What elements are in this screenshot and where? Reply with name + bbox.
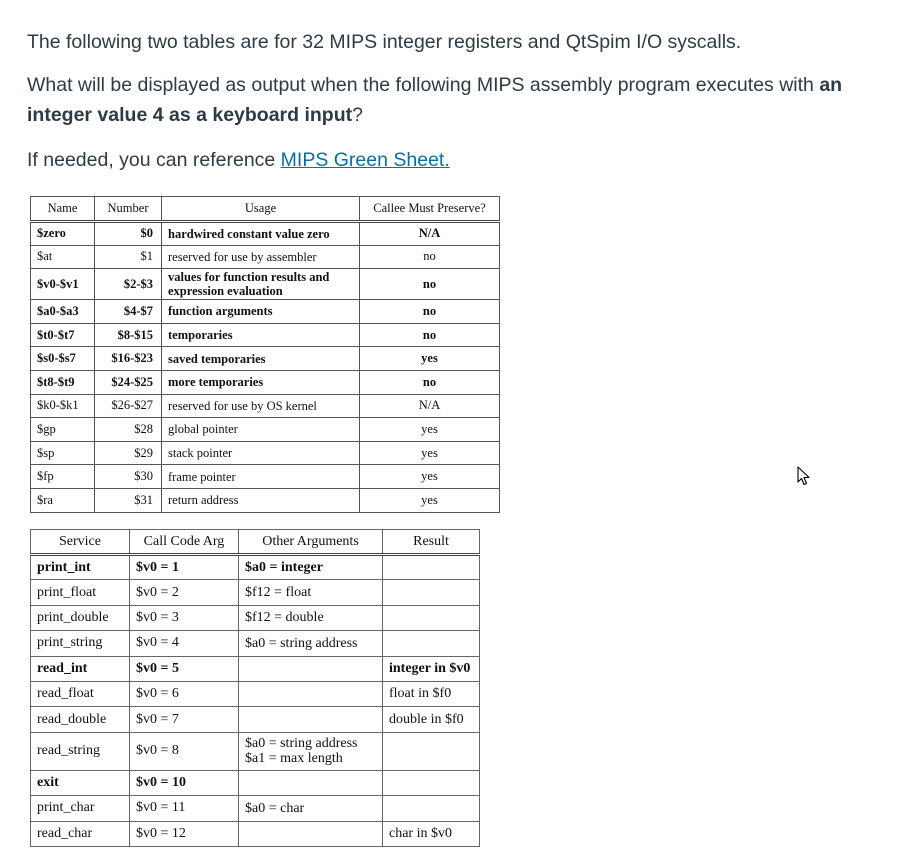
register-usage-cell: frame pointer: [162, 465, 360, 489]
register-name-cell: $at: [31, 245, 95, 269]
syscall-arg-line: $a0 = integer: [245, 560, 323, 576]
register-number-cell: $1: [95, 245, 162, 269]
register-number-cell: $30: [95, 465, 162, 489]
register-number-cell: $28: [95, 418, 162, 442]
register-name-cell: $t8-$t9: [31, 370, 95, 394]
register-row: [31, 488, 500, 512]
syscall-args-cell: [239, 732, 383, 770]
register-table-header: [31, 197, 500, 222]
register-usage-cell: reserved for use by assembler: [162, 245, 360, 269]
register-usage-cell: global pointer: [162, 418, 360, 442]
register-preserve-cell: yes: [360, 441, 500, 465]
syscall-row: [31, 707, 480, 732]
syscall-args-cell: [239, 796, 383, 821]
syscall-result-cell: [383, 770, 480, 795]
syscall-args-cell: [239, 656, 383, 681]
header-call-code: Call Code Arg: [130, 530, 239, 555]
register-number-cell: $24-$25: [95, 370, 162, 394]
syscall-code-cell: $v0 = 3: [130, 605, 239, 630]
syscall-args-cell: [239, 580, 383, 605]
syscall-service-cell: print_float: [31, 580, 130, 605]
register-preserve-cell: no: [360, 323, 500, 347]
register-number-cell: $4-$7: [95, 300, 162, 324]
syscall-service-cell: read_float: [31, 681, 130, 706]
prompt-end-text: ?: [352, 104, 363, 126]
register-usage-cell: saved temporaries: [162, 347, 360, 371]
syscall-service-cell: read_int: [31, 656, 130, 681]
syscall-result-cell: float in $f0: [383, 681, 480, 706]
syscall-row: [31, 580, 480, 605]
register-name-cell: $a0-$a3: [31, 300, 95, 324]
register-row: [31, 222, 500, 246]
syscall-result-cell: [383, 732, 480, 770]
syscall-service-cell: print_char: [31, 796, 130, 821]
syscall-row: [31, 631, 480, 656]
syscall-row: [31, 770, 480, 795]
register-number-cell: $31: [95, 488, 162, 512]
header-other-args: Other Arguments: [239, 530, 383, 555]
syscall-code-cell: $v0 = 11: [130, 796, 239, 821]
syscall-args-cell: [239, 555, 383, 580]
register-usage-cell: temporaries: [162, 323, 360, 347]
register-row: [31, 347, 500, 371]
register-number-cell: $2-$3: [95, 269, 162, 300]
header-result: Result: [383, 530, 480, 555]
register-name-cell: $s0-$s7: [31, 347, 95, 371]
register-row: [31, 269, 500, 300]
syscall-arg-line: $f12 = double: [245, 610, 324, 626]
syscall-code-cell: $v0 = 2: [130, 580, 239, 605]
syscall-args-cell: [239, 770, 383, 795]
register-name-cell: $v0-$v1: [31, 269, 95, 300]
mouse-pointer-icon: [797, 466, 811, 486]
syscall-code-cell: $v0 = 10: [130, 770, 239, 795]
syscall-service-cell: read_string: [31, 732, 130, 770]
syscall-arg-line: $a0 = string address: [245, 736, 358, 752]
register-name-cell: $sp: [31, 441, 95, 465]
syscall-result-cell: double in $f0: [383, 707, 480, 732]
syscall-code-cell: $v0 = 7: [130, 707, 239, 732]
register-row: [31, 394, 500, 418]
syscall-args-cell: [239, 821, 383, 846]
syscall-table-body: [31, 555, 480, 847]
syscall-service-cell: read_double: [31, 707, 130, 732]
syscall-row: [31, 796, 480, 821]
syscall-result-cell: integer in $v0: [383, 656, 480, 681]
register-row: [31, 323, 500, 347]
register-number-cell: $0: [95, 222, 162, 246]
register-preserve-cell: no: [360, 370, 500, 394]
register-usage-cell: values for function results and expression evaluation: [162, 269, 360, 300]
register-name-cell: $k0-$k1: [31, 394, 95, 418]
syscall-row: [31, 605, 480, 630]
mips-green-sheet-link[interactable]: MIPS Green Sheet.: [280, 149, 450, 171]
syscall-arg-line: $a0 = char: [245, 800, 305, 816]
syscall-row: [31, 732, 480, 770]
register-preserve-cell: no: [360, 269, 500, 300]
register-usage-cell: function arguments: [162, 300, 360, 324]
prompt-text: What will be displayed as output when the following MIPS assembly program executes with: [27, 74, 820, 96]
syscall-arg-line: $a0 = string address: [245, 635, 358, 651]
register-name-cell: $fp: [31, 465, 95, 489]
register-number-cell: $26-$27: [95, 394, 162, 418]
register-usage-cell: stack pointer: [162, 441, 360, 465]
register-name-cell: $ra: [31, 488, 95, 512]
syscall-result-cell: [383, 555, 480, 580]
syscall-code-cell: $v0 = 8: [130, 732, 239, 770]
syscall-code-cell: $v0 = 12: [130, 821, 239, 846]
register-number-cell: $16-$23: [95, 347, 162, 371]
syscall-service-cell: exit: [31, 770, 130, 795]
syscall-result-cell: [383, 796, 480, 821]
syscall-table-header: [31, 530, 480, 555]
syscall-result-cell: [383, 631, 480, 656]
intro-paragraph: [27, 27, 877, 57]
register-row: [31, 441, 500, 465]
syscall-args-cell: [239, 707, 383, 732]
register-preserve-cell: N/A: [360, 222, 500, 246]
register-row: [31, 418, 500, 442]
register-name-cell: $t0-$t7: [31, 323, 95, 347]
register-name-cell: $gp: [31, 418, 95, 442]
register-table: [30, 196, 500, 513]
register-preserve-cell: yes: [360, 488, 500, 512]
register-table-body: [31, 222, 500, 513]
register-row: [31, 370, 500, 394]
question-prompt: [27, 70, 877, 130]
register-preserve-cell: no: [360, 300, 500, 324]
syscall-result-cell: char in $v0: [383, 821, 480, 846]
header-usage: Usage: [162, 197, 360, 222]
register-preserve-cell: N/A: [360, 394, 500, 418]
header-name: Name: [31, 197, 95, 222]
syscall-arg-line: $a1 = max length: [245, 751, 343, 767]
syscall-args-cell: [239, 605, 383, 630]
register-row: [31, 465, 500, 489]
register-usage-cell: hardwired constant value zero: [162, 222, 360, 246]
syscall-row: [31, 681, 480, 706]
register-usage-cell: reserved for use by OS kernel: [162, 394, 360, 418]
syscall-service-cell: read_char: [31, 821, 130, 846]
header-number: Number: [95, 197, 162, 222]
syscall-code-cell: $v0 = 1: [130, 555, 239, 580]
syscall-service-cell: print_int: [31, 555, 130, 580]
syscall-row: [31, 656, 480, 681]
prompt-bold-text: an integer value 4 as a keyboard input: [27, 74, 843, 126]
register-number-cell: $8-$15: [95, 323, 162, 347]
syscall-args-cell: [239, 631, 383, 656]
reference-text: If needed, you can reference: [27, 149, 281, 171]
syscall-code-cell: $v0 = 5: [130, 656, 239, 681]
syscall-args-cell: [239, 681, 383, 706]
syscall-arg-line: $f12 = float: [245, 585, 312, 601]
register-preserve-cell: yes: [360, 347, 500, 371]
syscall-code-cell: $v0 = 6: [130, 681, 239, 706]
syscall-row: [31, 821, 480, 846]
syscall-result-cell: [383, 580, 480, 605]
register-number-cell: $29: [95, 441, 162, 465]
syscall-service-cell: print_string: [31, 631, 130, 656]
register-row: [31, 245, 500, 269]
header-service: Service: [31, 530, 130, 555]
register-preserve-cell: yes: [360, 465, 500, 489]
register-name-cell: $zero: [31, 222, 95, 246]
register-preserve-cell: no: [360, 245, 500, 269]
syscall-table: [30, 529, 480, 847]
syscall-code-cell: $v0 = 4: [130, 631, 239, 656]
syscall-result-cell: [383, 605, 480, 630]
header-preserve: Callee Must Preserve?: [360, 197, 500, 222]
intro-text: The following two tables are for 32 MIPS integer registers and QtSpim I/O syscalls.: [27, 31, 742, 53]
reference-paragraph: [27, 145, 877, 175]
syscall-service-cell: print_double: [31, 605, 130, 630]
register-row: [31, 300, 500, 324]
register-preserve-cell: yes: [360, 418, 500, 442]
syscall-row: [31, 555, 480, 580]
register-usage-cell: return address: [162, 488, 360, 512]
register-usage-cell: more temporaries: [162, 370, 360, 394]
